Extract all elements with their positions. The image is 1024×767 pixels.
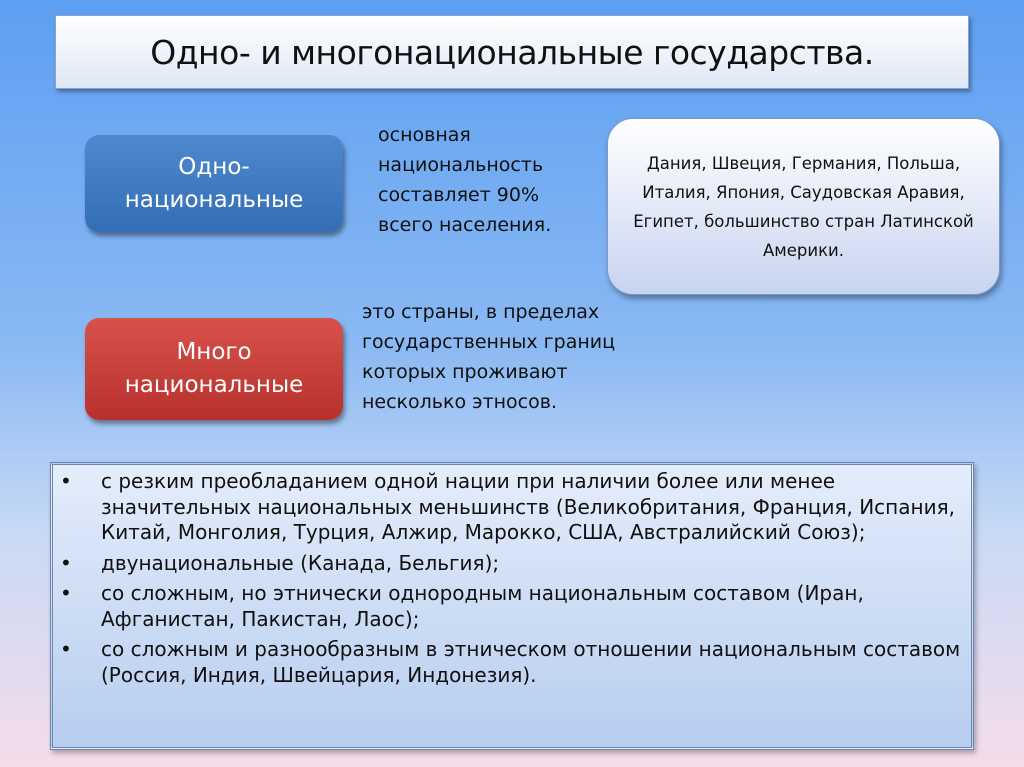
list-item-text: с резким преобладанием одной нации при наличии более или менее значительных национальных меньшинств (Великобритания, Франция, Испания, Китай, Монголия, Турция, Алжир, Марокко, США, Австралийский Союз);: [101, 469, 955, 544]
slide-title: Одно- и многонациональные государства.: [55, 15, 969, 89]
multi-label-line2: национальные: [124, 372, 304, 398]
list-item: [60, 581, 961, 632]
mono-label-line2: национальные: [124, 186, 304, 213]
list-item-text: двунациональные (Канада, Бельгия);: [101, 550, 500, 575]
mono-countries-box: [607, 118, 1000, 295]
mono-national-label: [85, 135, 343, 232]
list-item: [60, 469, 961, 546]
multi-national-label: [85, 318, 343, 420]
multi-types-list: [50, 462, 974, 750]
list-item: [60, 550, 961, 577]
list-item: [60, 637, 961, 688]
bullet-icon: •: [60, 469, 72, 493]
list-item-text: со сложным, но этнически однородным национальным составом (Иран, Афганистан, Пакистан, Лаос);: [101, 581, 864, 631]
mono-countries-text: Дания, Швеция, Германия, Польша, Италия, Япония, Саудовская Аравия, Египет, большинство стран Латинской Америки.: [633, 153, 974, 260]
multi-label-line1: Много: [176, 339, 252, 365]
multi-description: это страны, в пределах государственных границ которых проживают несколько этносов.: [362, 301, 616, 413]
mono-label-line1: Одно-: [178, 153, 250, 180]
mono-description: основная национальность составляет 90% всего населения.: [378, 124, 552, 236]
bullet-icon: •: [60, 550, 72, 575]
bullet-icon: •: [60, 581, 72, 605]
bullet-icon: •: [60, 637, 72, 661]
list-item-text: со сложным и разнообразным в этническом отношении национальным составом (Россия, Индия, Швейцария, Индонезия).: [101, 637, 961, 687]
